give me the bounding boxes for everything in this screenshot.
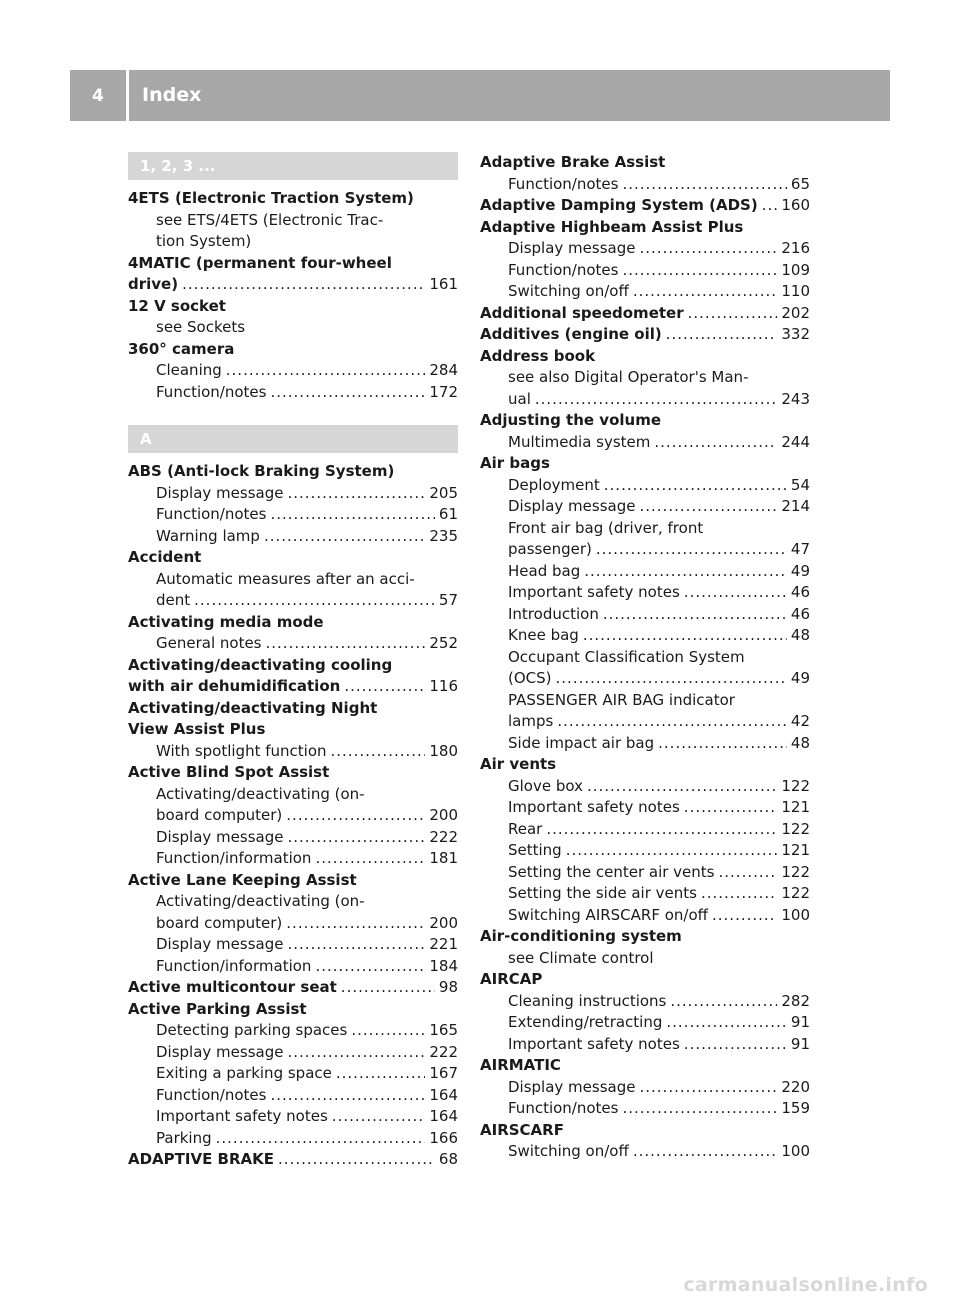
index-subentry: Display message [508,239,636,257]
index-entry-row [128,274,458,296]
page-ref: 47 [790,540,810,558]
index-subentry-row [480,238,810,260]
page-ref: 48 [790,733,810,752]
index-subentry: Deployment [508,475,600,494]
leader-dots [670,991,777,1013]
leader-dots [332,1106,426,1128]
page-ref: 49 [790,561,810,580]
leader-dots [266,633,426,655]
page-ref: 54 [790,475,810,494]
index-subentry: Setting the center air vents [508,862,715,881]
leader-dots [684,797,778,819]
index-subentry: board computer) [156,913,283,932]
index-entry: drive) [128,275,179,293]
leader-dots [270,382,425,404]
page-ref: 284 [429,361,458,379]
leader-dots [315,956,425,978]
leader-dots [336,1063,425,1085]
page-ref: 110 [781,282,810,300]
index-subentry-row [480,1012,810,1034]
page-number: 4 [92,86,104,106]
index-entry: Activating/deactivating Night [128,698,378,717]
index-subentry: Setting [508,841,562,859]
index-entry: 4ETS (Electronic Traction System) [128,189,414,207]
page-ref: 122 [781,776,810,795]
page-ref: 116 [429,677,458,695]
index-subentry-row [128,741,458,763]
index-subentry: Warning lamp [156,526,260,545]
index-subentry-row [480,1077,810,1099]
page-ref: 184 [429,956,458,975]
leader-dots [666,1012,787,1034]
index-subentry-row [128,827,458,849]
page-ref: 222 [429,827,458,846]
leader-dots [639,1077,777,1099]
index-subentry-row [128,360,458,382]
index-entry: AIRCAP [480,970,543,988]
page-ref: 42 [790,712,810,730]
page-ref: 165 [429,1021,458,1039]
leader-dots [287,1042,425,1064]
index-subentry: Function/notes [508,174,619,193]
index-subentry: see Climate control [508,948,654,967]
index-entry: Adaptive Brake Assist [480,153,666,171]
index-subentry: PASSENGER AIR BAG indicator [508,690,735,709]
leader-dots [633,1141,778,1163]
leader-dots [341,977,435,999]
index-entry: Air-conditioning system [480,927,682,945]
section-header-numbers: 1, 2, 3 ... [128,152,458,180]
index-entry: AIRMATIC [480,1056,561,1074]
page-ref: 216 [781,239,810,257]
index-subentry: Function/notes [156,382,267,401]
index-subentry: Introduction [508,604,599,623]
page-ref: 200 [429,913,458,932]
page-ref: 68 [438,1150,458,1168]
index-subentry: dent [156,591,191,609]
index-subentry-row [480,475,810,497]
index-subentry: (OCS) [508,669,552,687]
index-entry: Active multicontour seat [128,978,337,996]
leader-dots [287,934,425,956]
index-subentry: General notes [156,634,262,652]
index-subentry-row [128,1042,458,1064]
index-subentry-row [480,1141,810,1163]
index-entry: Active Blind Spot Assist [128,763,330,781]
leader-dots [587,776,777,798]
page-ref: 100 [781,905,810,924]
page-ref: 244 [781,432,810,451]
index-subentry: With spotlight function [156,741,327,760]
leader-dots [546,819,777,841]
index-subentry-row [480,862,810,884]
index-subentry: Function/information [156,956,312,975]
index-entry-row [480,324,810,346]
leader-dots [287,483,425,505]
index-entry: Activating/deactivating cooling [128,655,393,674]
page-ref: 220 [781,1077,810,1096]
leader-dots [603,604,787,626]
leader-dots [226,360,426,382]
index-entry: AIRSCARF [480,1120,564,1139]
index-subentry-row [480,776,810,798]
index-subentry: see ETS/4ETS (Electronic Trac- [156,210,384,229]
index-subentry: Activating/deactivating (on- [156,892,365,910]
index-subentry-row [128,805,458,827]
index-entry: Additives (engine oil) [480,325,662,343]
index-subentry-row [480,991,810,1013]
index-subentry: Function/notes [508,1099,619,1117]
index-subentry-row [128,504,458,526]
leader-dots [633,281,778,303]
index-subentry: see Sockets [156,318,246,336]
index-subentry: Important safety notes [508,583,680,601]
index-subentry-row [480,432,810,454]
leader-dots [583,625,787,647]
index-subentry: passenger) [508,540,592,558]
leader-dots [639,238,777,260]
index-subentry: Display message [156,483,284,502]
page-ref: 65 [790,174,810,193]
leader-dots [719,862,778,884]
index-entry: 12 V socket [128,296,226,315]
page-ref: 180 [429,741,458,760]
index-subentry-row [128,1106,458,1128]
page-ref: 332 [781,325,810,343]
index-subentry-row [480,539,810,561]
leader-dots [622,1098,777,1120]
index-subentry: Function/information [156,849,312,867]
index-subentry-row [480,389,810,411]
index-subentry-row [480,905,810,927]
index-subentry: Display message [156,827,284,846]
page-ref: 91 [790,1013,810,1031]
page-header [70,70,890,121]
index-column-left [128,152,458,1171]
page-ref: 164 [429,1085,458,1104]
index-subentry: Cleaning instructions [508,991,667,1010]
index-subentry: Important safety notes [156,1107,328,1125]
index-subentry: Knee bag [508,626,579,644]
watermark: carmanualsonline.info [683,1274,928,1296]
header-divider [126,70,129,121]
index-subentry-row [128,934,458,956]
page-ref: 235 [429,526,458,545]
leader-dots [712,905,777,927]
page-ref: 160 [781,196,810,214]
index-entry: with air dehumidification [128,677,341,695]
leader-dots [351,1020,425,1042]
page-ref: 181 [429,849,458,867]
page-ref: 46 [790,604,810,623]
index-subentry-row [480,174,810,196]
leader-dots [331,741,426,763]
page-ref: 282 [781,991,810,1010]
index-entry-row [128,676,458,698]
index-subentry: Front air bag (driver, front [508,518,704,537]
leader-dots [535,389,777,411]
page-ref: 57 [438,591,458,609]
index-subentry: Function/notes [156,1085,267,1104]
index-subentry-row [128,1085,458,1107]
index-entry: Adaptive Highbeam Assist Plus [480,217,744,236]
index-subentry: Head bag [508,561,581,580]
leader-dots [264,526,425,548]
index-subentry: Side impact air bag [508,733,655,752]
index-subentry: Extending/retracting [508,1013,663,1031]
index-entry: Adaptive Damping System (ADS) [480,196,758,214]
leader-dots [344,676,425,698]
page-ref: 122 [781,884,810,902]
section-header-a: A [128,425,458,453]
leader-dots [584,561,787,583]
index-subentry-row [128,590,458,612]
index-subentry-row [480,840,810,862]
leader-dots [596,539,787,561]
leader-dots [566,840,778,862]
index-column-right [480,152,810,1163]
leader-dots [182,274,425,296]
page-ref: 46 [790,583,810,601]
page-ref: 122 [781,862,810,881]
index-subentry-row [128,956,458,978]
index-subentry-row [480,1034,810,1056]
leader-dots [639,496,777,518]
leader-dots [701,883,777,905]
page-ref: 205 [429,483,458,502]
index-subentry: Switching on/off [508,282,629,300]
index-subentry-row [480,711,810,733]
index-subentry: tion System) [156,232,252,250]
index-subentry: board computer) [156,806,283,824]
index-subentry: Detecting parking spaces [156,1021,348,1039]
leader-dots [556,668,787,690]
index-subentry: Display message [508,1077,636,1096]
page-ref: 161 [429,275,458,293]
leader-dots [658,733,787,755]
leader-dots [762,195,778,217]
leader-dots [604,475,787,497]
index-subentry-row [480,281,810,303]
page-title: Index [142,84,202,106]
index-entry: Additional speedometer [480,303,684,322]
index-entry: Active Parking Assist [128,999,307,1018]
index-subentry: lamps [508,712,554,730]
index-subentry: Important safety notes [508,1034,680,1053]
leader-dots [286,913,425,935]
page-ref: 167 [429,1064,458,1082]
index-subentry-row [480,797,810,819]
leader-dots [270,504,434,526]
page-ref: 166 [429,1128,458,1147]
index-entry: 4MATIC (permanent four-wheel [128,253,392,272]
index-subentry-row [480,883,810,905]
page-ref: 214 [781,497,810,515]
index-subentry-row [480,1098,810,1120]
index-subentry: Automatic measures after an acci- [156,569,415,588]
index-entry: Activating media mode [128,612,324,631]
page-ref: 222 [429,1042,458,1061]
index-entry-row [480,303,810,325]
index-entry: Air vents [480,755,557,773]
index-subentry-row [480,582,810,604]
index-subentry-row [128,913,458,935]
leader-dots [666,324,778,346]
index-subentry-row [480,496,810,518]
index-subentry-row [128,848,458,870]
index-subentry: Activating/deactivating (on- [156,784,365,803]
index-subentry-row [128,526,458,548]
index-subentry: Rear [508,819,543,838]
index-subentry: Multimedia system [508,432,651,451]
index-subentry: Occupant Classification System [508,647,745,666]
leader-dots [278,1149,435,1171]
index-subentry-row [480,668,810,690]
index-entry: Active Lane Keeping Assist [128,870,357,889]
page-ref: 221 [429,935,458,953]
index-subentry: Switching AIRSCARF on/off [508,905,708,924]
index-subentry: Exiting a parking space [156,1064,332,1082]
page-ref: 121 [781,841,810,859]
page-ref: 252 [429,634,458,652]
index-subentry-row [128,1128,458,1150]
index-subentry-row [128,483,458,505]
index-subentry-row [128,382,458,404]
index-subentry: Display message [508,497,636,515]
index-entry: Air bags [480,454,550,472]
index-subentry: Function/notes [156,505,267,523]
index-entry-row [480,195,810,217]
index-subentry-row [128,1020,458,1042]
index-entry: ADAPTIVE BRAKE [128,1150,275,1168]
index-entry-row [128,1149,458,1171]
leader-dots [688,303,778,325]
index-entry: Accident [128,548,202,566]
leader-dots [287,827,425,849]
page-ref: 109 [781,260,810,279]
page-ref: 202 [781,303,810,322]
page-ref: 159 [781,1099,810,1117]
page-ref: 48 [790,626,810,644]
index-subentry: Important safety notes [508,798,680,816]
index-entry: Adjusting the volume [480,411,661,429]
index-subentry: Parking [156,1128,212,1147]
index-entry-row [128,977,458,999]
index-subentry: Switching on/off [508,1142,629,1160]
index-subentry: Cleaning [156,361,222,379]
index-entry: Address book [480,346,596,365]
page-ref: 122 [781,819,810,838]
index-subentry-row [128,633,458,655]
leader-dots [622,260,777,282]
index-subentry-row [128,1063,458,1085]
index-subentry: Display message [156,1042,284,1061]
page-ref: 98 [438,978,458,996]
index-subentry: Display message [156,935,284,953]
index-subentry-row [480,733,810,755]
index-subentry: ual [508,389,531,408]
leader-dots [315,848,425,870]
page-ref: 49 [790,669,810,687]
leader-dots [654,432,777,454]
leader-dots [286,805,425,827]
page-ref: 200 [429,806,458,824]
index-subentry: Setting the side air vents [508,884,697,902]
leader-dots [622,174,786,196]
page-ref: 164 [429,1107,458,1125]
page-ref: 61 [438,505,458,523]
index-subentry-row [480,625,810,647]
leader-dots [216,1128,426,1150]
index-subentry-row [480,561,810,583]
index-subentry-row [480,819,810,841]
leader-dots [194,590,435,612]
page-ref: 243 [781,389,810,408]
index-subentry: Glove box [508,776,583,795]
leader-dots [270,1085,425,1107]
index-subentry: see also Digital Operator's Man- [508,368,749,386]
page-ref: 100 [781,1142,810,1160]
index-entry: View Assist Plus [128,720,266,738]
leader-dots [684,1034,787,1056]
leader-dots [557,711,787,733]
page-ref: 121 [781,798,810,816]
index-subentry-row [480,260,810,282]
index-entry: 360° camera [128,339,235,358]
index-entry: ABS (Anti-lock Braking System) [128,462,395,480]
page-ref: 91 [790,1034,810,1053]
page-ref: 172 [429,382,458,401]
index-subentry-row [480,604,810,626]
index-subentry: Function/notes [508,260,619,279]
leader-dots [684,582,787,604]
